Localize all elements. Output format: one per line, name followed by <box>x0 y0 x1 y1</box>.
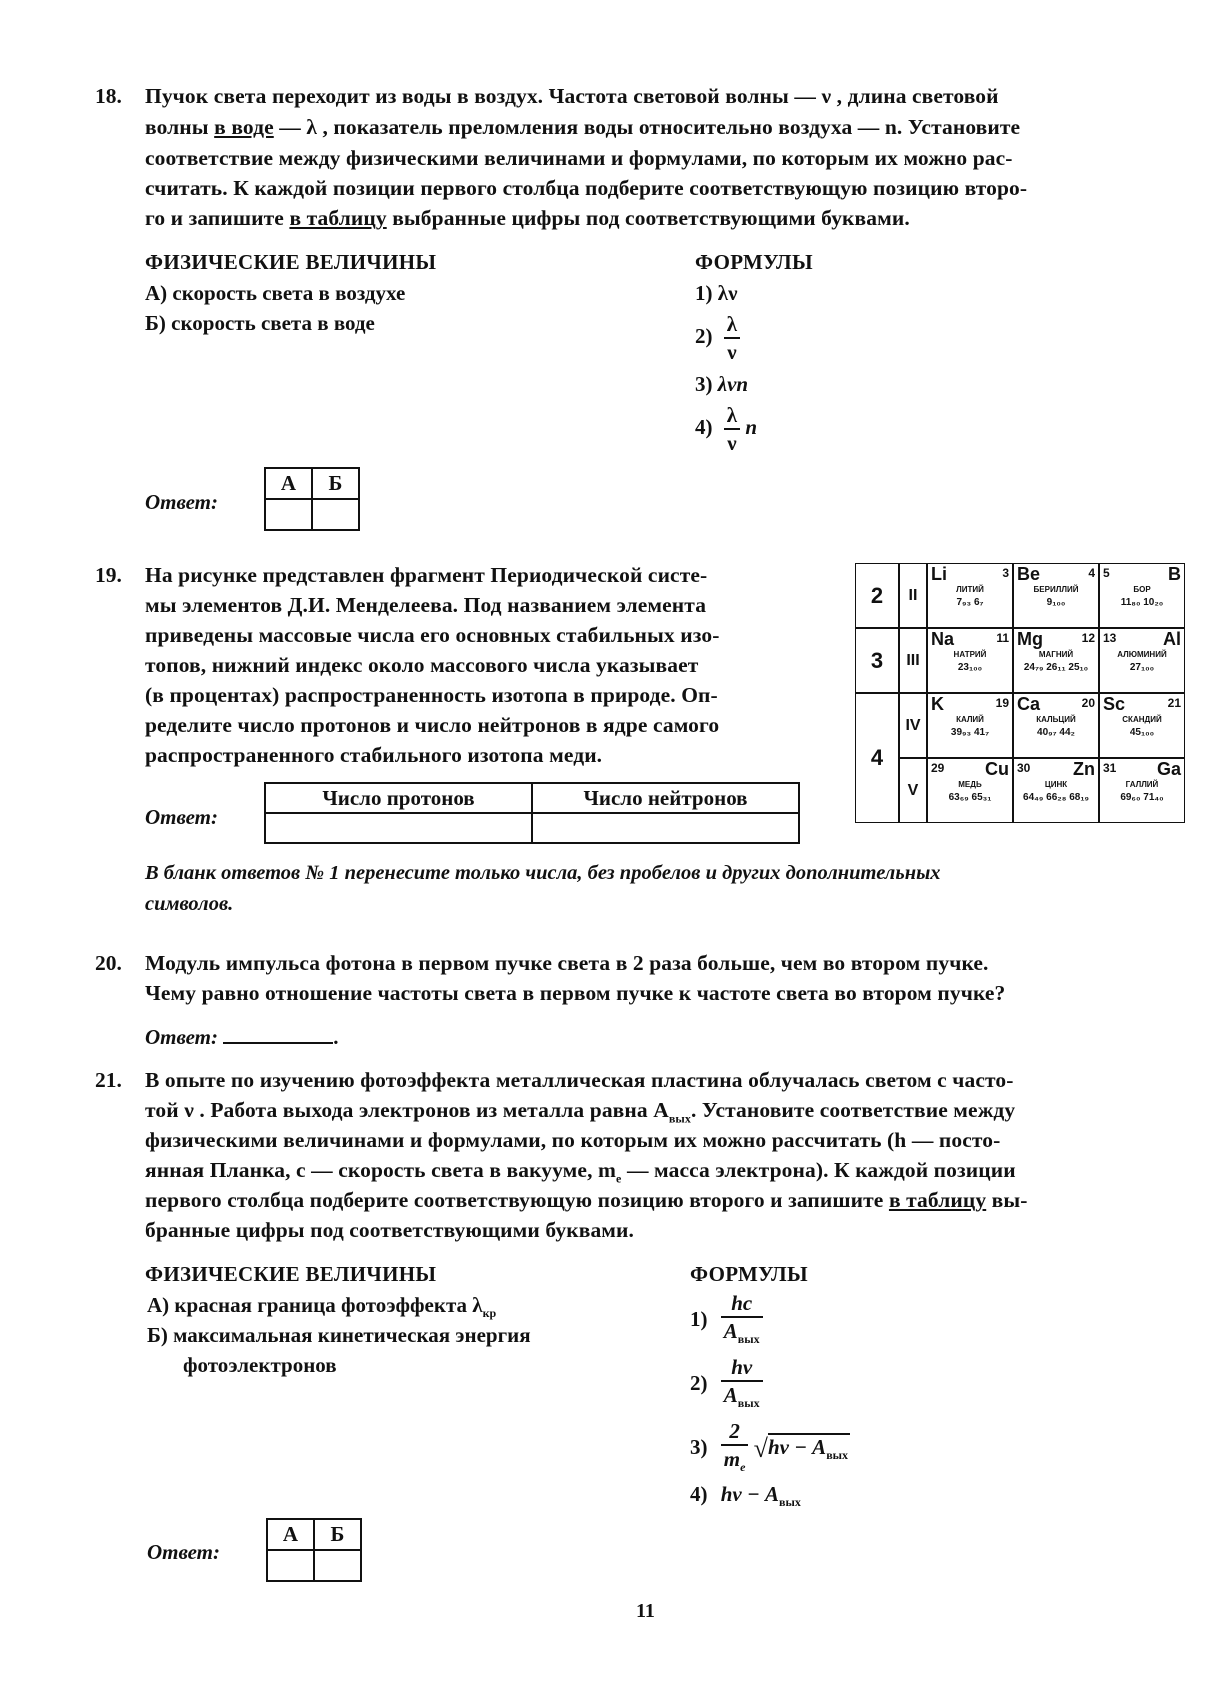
sqrt-sign: √ <box>753 1434 768 1464</box>
element-ca: Ca 20 КАЛЬЦИЙ 40₉₇ 44₂ <box>1013 693 1099 758</box>
q19-line-4: топов, нижний индекс около массового числа указывает <box>145 653 699 677</box>
q19-neutrons-cell[interactable] <box>532 813 799 843</box>
answer-sheet-note-line-1: В бланк ответов № 1 перенесите только числа, без пробелов и других дополнительных <box>145 862 941 884</box>
q19-protons-cell[interactable] <box>265 813 532 843</box>
q21-line-4: янная Планка, c — скорость света в вакууме, $m_e$ — масса электрона). К каждой позиции <box>145 1158 1016 1186</box>
element-na: Na 11 НАТРИЙ 23₁₀₀ <box>927 628 1013 693</box>
period-2: 2 <box>855 563 899 628</box>
periodic-table-fragment <box>855 563 1185 823</box>
q18-line-2: волны в воде — λ , показатель преломления воды относительно воздуха — n. Установите <box>145 115 1021 139</box>
page-number: 11 <box>636 1600 655 1622</box>
q19-line-3: приведены массовые числа его основных стабильных изо- <box>145 623 720 647</box>
element-b: 5 B БОР 11₈₀ 10₂₀ <box>1099 563 1185 628</box>
q20-line-2: Чему равно отношение частоты света в первом пучке к частоте света во втором пучке? <box>145 981 1006 1005</box>
q18-formula-4: 4) $\frac{\lambda}{\nu}$ n <box>695 403 758 455</box>
q18-number: 18. <box>95 84 122 108</box>
q18-formula-3: 3) λνn <box>695 372 749 396</box>
q21-answer-cell-b[interactable] <box>314 1550 361 1581</box>
q18-formulas-header: ФОРМУЛЫ <box>695 250 813 274</box>
q18-answer-header-a: А <box>265 468 312 499</box>
q21-number: 21. <box>95 1068 122 1092</box>
q18-line-5: го и запишите в таблицу выбранные цифры под соответствующими буквами. <box>145 206 910 230</box>
q21-quantities-header: ФИЗИЧЕСКИЕ ВЕЛИЧИНЫ <box>145 1262 437 1286</box>
element-mg: Mg 12 МАГНИЙ 24₇₉ 26₁₁ 25₁₀ <box>1013 628 1099 693</box>
q19-answer-table <box>264 782 800 844</box>
q18-answer-header-b: Б <box>312 468 359 499</box>
element-zn: 30 Zn ЦИНК 64₄₉ 66₂₈ 68₁₉ <box>1013 758 1099 823</box>
q21-line-6: бранные цифры под соответствующими буквами. <box>145 1218 635 1242</box>
row-iv: IV <box>899 693 927 758</box>
row-v: V <box>899 758 927 823</box>
q20-number: 20. <box>95 951 122 975</box>
element-cu: 29 Cu МЕДЬ 63₆₉ 65₃₁ <box>927 758 1013 823</box>
q21-line-3: физическими величинами и формулами, по которым их можно рассчитать (h — посто- <box>145 1128 1001 1152</box>
q21-line-2: той ν . Работа выхода электронов из металла равна $A_{вых}$. Установите соответствие между <box>145 1098 1016 1126</box>
element-k: K 19 КАЛИЙ 39₉₃ 41₇ <box>927 693 1013 758</box>
q18-formula-2: 2) $\frac{\lambda}{\nu}$ <box>695 311 740 365</box>
q18-line-1: Пучок света переходит из воды в воздух. Частота световой волны — ν , длина световой <box>145 84 999 108</box>
q19-line-2: мы элементов Д.И. Менделеева. Под названием элемента <box>145 593 707 617</box>
q18-formula-1: 1) λν <box>695 281 738 305</box>
q18-quantities-header: ФИЗИЧЕСКИЕ ВЕЛИЧИНЫ <box>145 250 437 274</box>
element-ga: 31 Ga ГАЛЛИЙ 69₆₀ 71₄₀ <box>1099 758 1185 823</box>
row-ii: II <box>899 563 927 628</box>
q21-formula-1: 1) $\frac{hc}{A_{вых}}$ <box>690 1290 763 1352</box>
q21-answer-label: Ответ: <box>147 1540 220 1564</box>
q19-line-6: ределите число протонов и число нейтронов в ядре самого <box>145 713 720 737</box>
q21-answer-cell-a[interactable] <box>267 1550 314 1581</box>
q18-quantity-a: А) скорость света в воздухе <box>145 281 406 305</box>
element-li: Li 3 ЛИТИЙ 7₉₃ 6₇ <box>927 563 1013 628</box>
q21-formula-3: 3) $\frac{2}{m_e}$ $√h\nu - A_{вых}$ <box>690 1419 849 1475</box>
q19-line-7: распространенного стабильного изотопа меди. <box>145 743 603 767</box>
q18-answer-table <box>264 467 360 531</box>
q19-neutrons-header: Число нейтронов <box>532 783 799 813</box>
q21-answer-header-b: Б <box>314 1519 361 1550</box>
q21-answer-header-a: А <box>267 1519 314 1550</box>
element-sc: Sc 21 СКАНДИЙ 45₁₀₀ <box>1099 693 1185 758</box>
q21-answer-table <box>266 1518 362 1582</box>
element-be: Be 4 БЕРИЛЛИЙ 9₁₀₀ <box>1013 563 1099 628</box>
element-al: 13 Al АЛЮМИНИЙ 27₁₀₀ <box>1099 628 1185 693</box>
answer-sheet-note-line-2: символов. <box>145 893 234 915</box>
q20-line-1: Модуль импульса фотона в первом пучке света в 2 раза больше, чем во втором пучке. <box>145 951 989 975</box>
q21-formulas-header: ФОРМУЛЫ <box>690 1262 808 1286</box>
q18-line-3: соответствие между физическими величинами и формулами, по которым их можно рас- <box>145 146 1013 170</box>
q20-answer-field[interactable] <box>223 1024 333 1044</box>
q21-quantity-a: А) красная граница фотоэффекта $\lambda_{кр}$ <box>147 1293 497 1321</box>
q18-answer-label: Ответ: <box>145 490 218 514</box>
q21-formula-2: 2) $\frac{h\nu}{A_{вых}}$ <box>690 1354 763 1416</box>
q18-line-4: считать. К каждой позиции первого столбца подберите соответствующую позицию второ- <box>145 176 1028 200</box>
q18-answer-cell-b[interactable] <box>312 499 359 530</box>
q18-quantity-b: Б) скорость света в воде <box>145 311 375 335</box>
period-4: 4 <box>855 693 899 823</box>
q21-line-1: В опыте по изучению фотоэффекта металлическая пластина облучалась светом с часто- <box>145 1068 1014 1092</box>
q19-protons-header: Число протонов <box>265 783 532 813</box>
q21-line-5: первого столбца подберите соответствующую позицию второго и запишите в таблицу вы- <box>145 1188 1028 1212</box>
q20-answer-label: Ответ: . <box>145 1025 339 1049</box>
period-3: 3 <box>855 628 899 693</box>
q21-quantity-b-line-2: фотоэлектронов <box>183 1353 337 1377</box>
q19-answer-label: Ответ: <box>145 805 218 829</box>
q19-line-1: На рисунке представлен фрагмент Периодической систе- <box>145 563 708 587</box>
q19-line-5: (в процентах) распространенность изотопа в природе. Оп- <box>145 683 718 707</box>
row-iii: III <box>899 628 927 693</box>
q18-answer-cell-a[interactable] <box>265 499 312 530</box>
q21-quantity-b-line-1: Б) максимальная кинетическая энергия <box>147 1323 531 1347</box>
q19-number: 19. <box>95 563 122 587</box>
q21-formula-4: 4) $h\nu - A_{вых}$ <box>690 1482 801 1510</box>
